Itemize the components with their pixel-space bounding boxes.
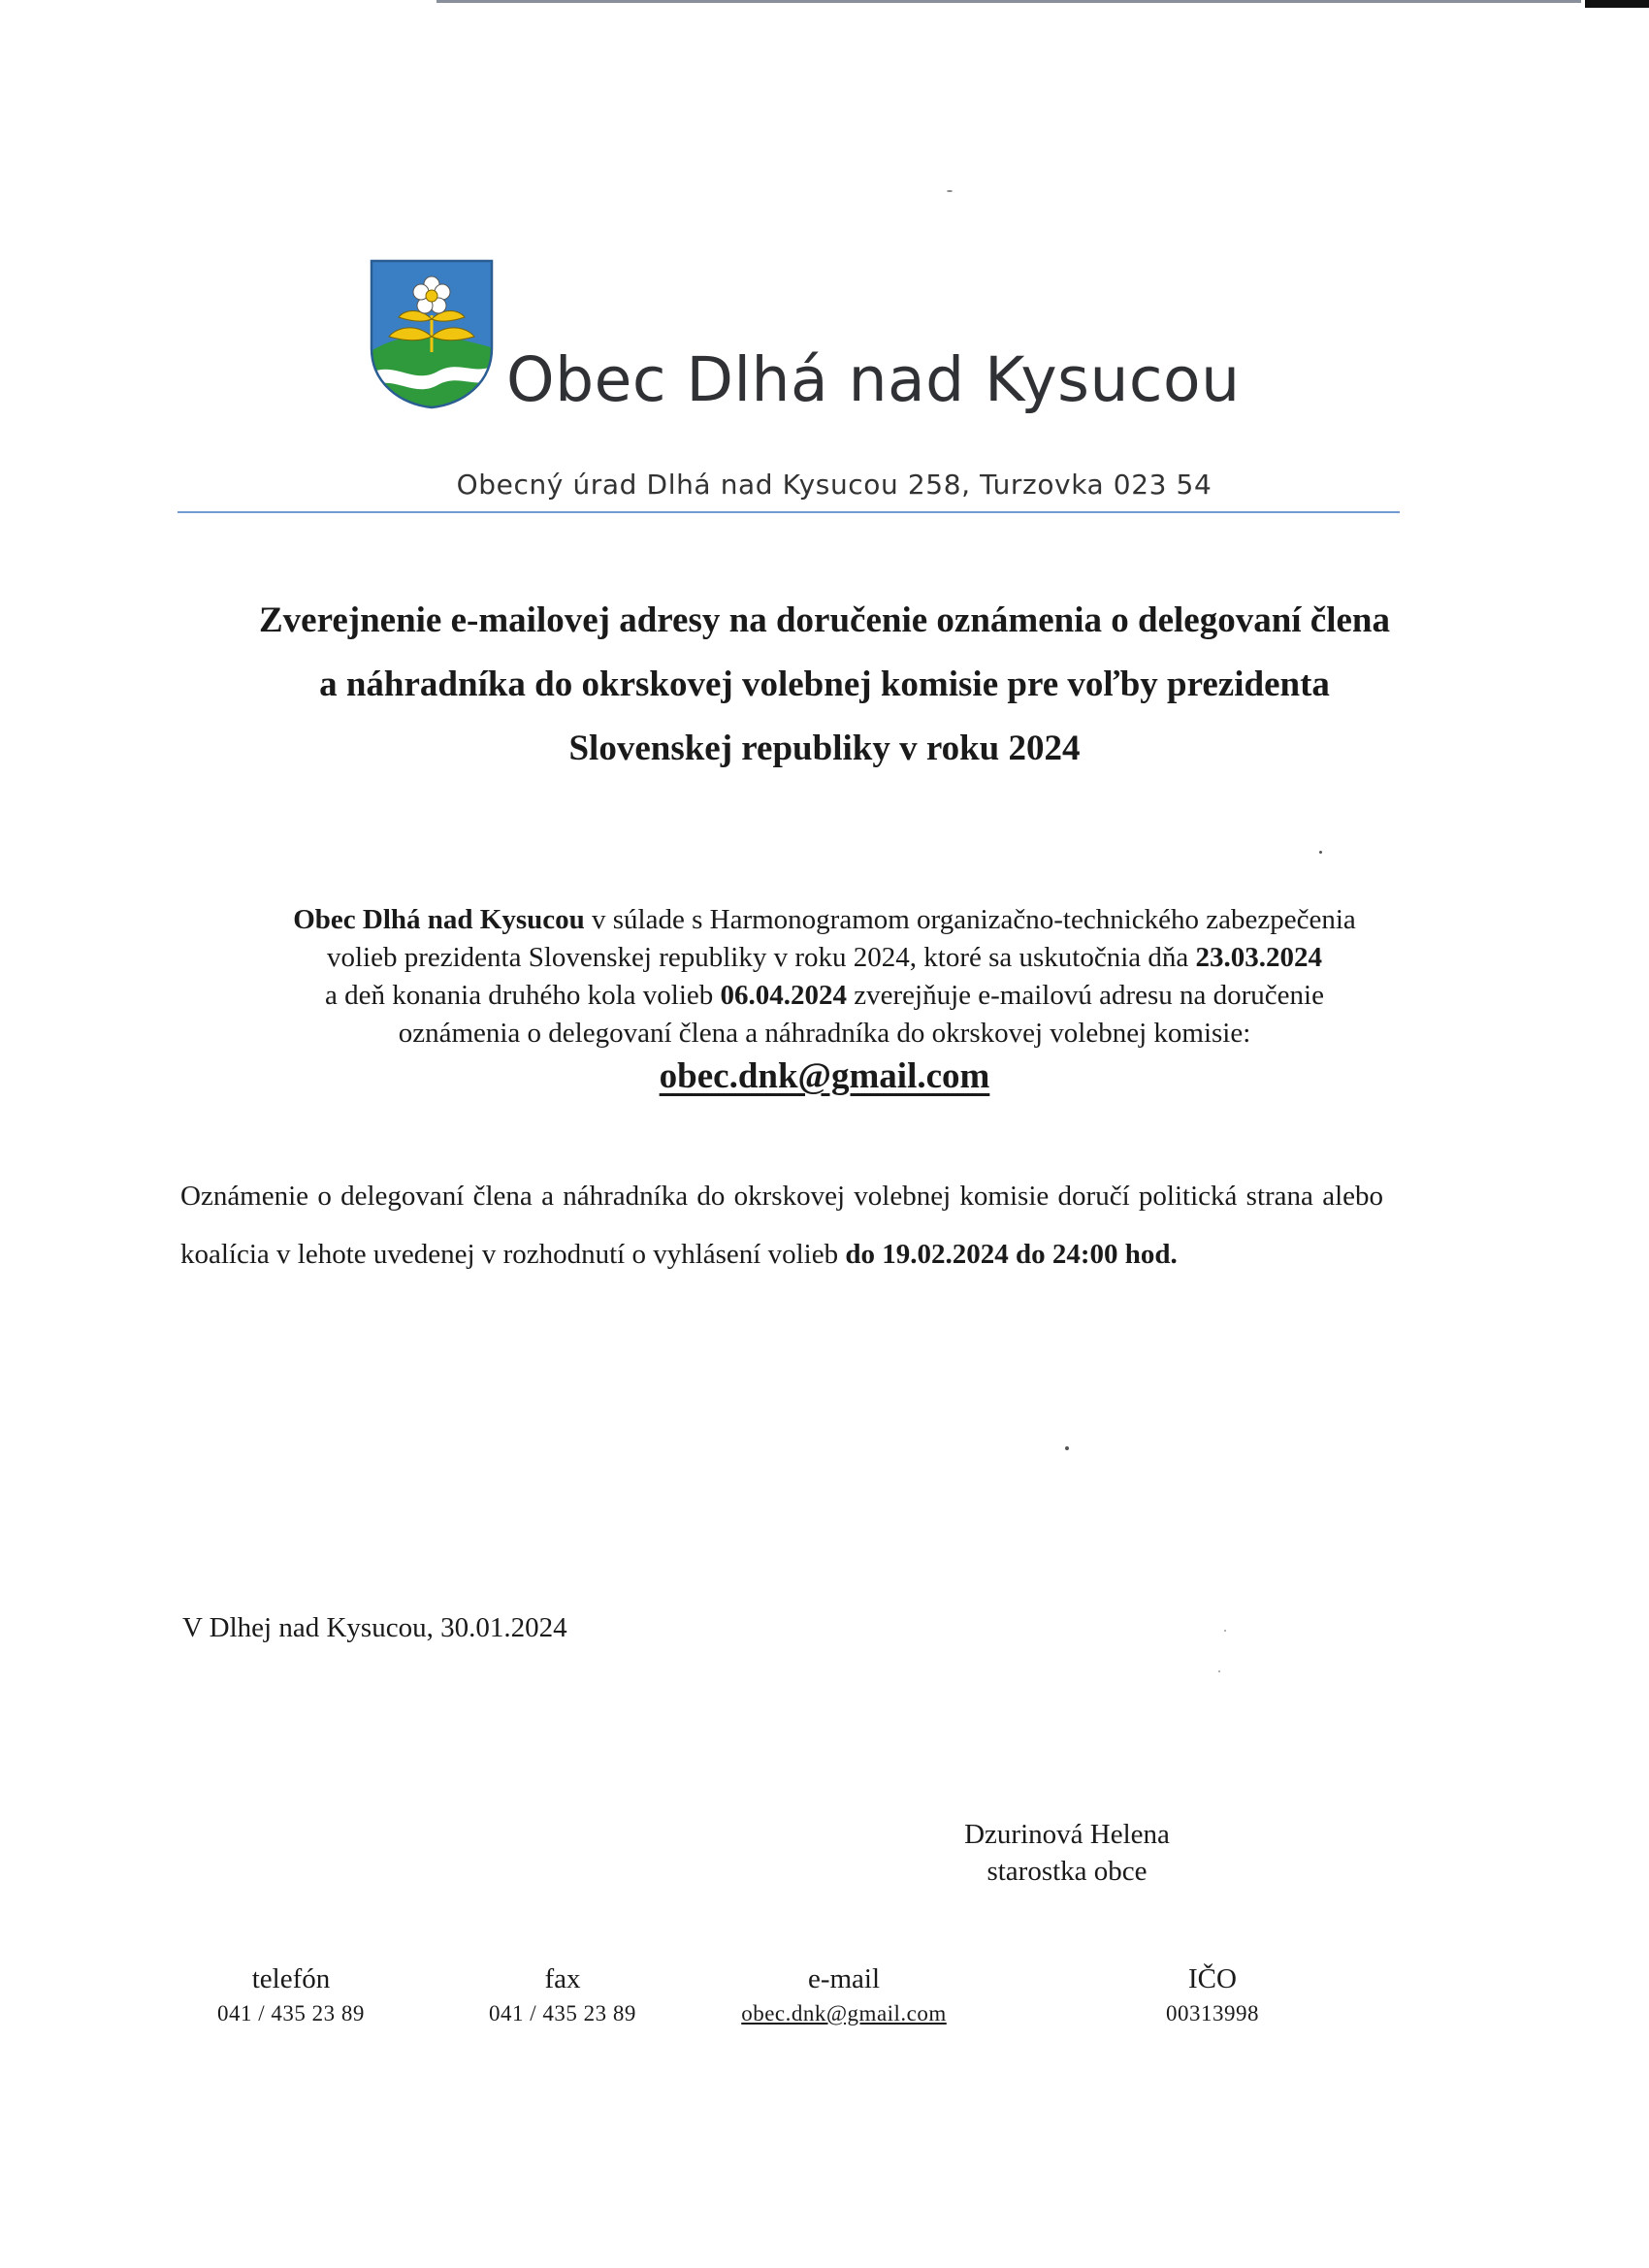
signatory-name: Dzurinová Helena bbox=[964, 1819, 1170, 1850]
footer-email bbox=[698, 1961, 989, 2031]
scan-corner-mark bbox=[1585, 0, 1649, 8]
body-line-2: volieb prezidenta Slovenskej republiky v roku 2024, ktoré sa uskutočnia dňa 23.03.2024 bbox=[326, 942, 1323, 973]
second-round-date: 06.04.2024 bbox=[720, 980, 848, 1011]
org-name: Obec Dlhá nad Kysucou bbox=[293, 904, 585, 935]
footer-fax bbox=[446, 1961, 679, 2031]
scan-speck bbox=[1218, 1670, 1220, 1672]
footer-ico bbox=[1096, 1961, 1329, 2031]
scan-speck bbox=[1065, 1446, 1069, 1450]
signatory-role: starostka obce bbox=[986, 1856, 1148, 1887]
heading-line-2: a náhradníka do okrskovej volebnej komisie pre voľby prezidenta bbox=[319, 664, 1330, 704]
heading-line-3: Slovenskej republiky v roku 2024 bbox=[568, 729, 1081, 768]
scan-speck bbox=[1319, 851, 1322, 854]
scan-speck bbox=[1224, 1630, 1226, 1632]
email-address-link[interactable]: obec.dnk@gmail.com bbox=[659, 1056, 990, 1096]
email-label: e-mail bbox=[807, 1963, 881, 1994]
deadline: do 19.02.2024 do 24:00 hod. bbox=[845, 1239, 1178, 1270]
first-round-date: 23.03.2024 bbox=[1195, 942, 1323, 973]
office-address: Obecný úrad Dlhá nad Kysucou 258, Turzovka 023 54 bbox=[456, 469, 1212, 501]
body-line-4: oznámenia o delegovaní člena a náhradníka do okrskovej volebnej komisie: bbox=[398, 1018, 1251, 1049]
place-and-date: V Dlhej nad Kysucou, 30.01.2024 bbox=[182, 1612, 567, 1643]
fax-label: fax bbox=[544, 1963, 581, 1994]
ico-value: 00313998 bbox=[1166, 2001, 1259, 2025]
footer-phone bbox=[175, 1961, 407, 2031]
body-line-1: Obec Dlhá nad Kysucou v súlade s Harmonogramom organizačno-technického zabezpečenia bbox=[293, 904, 1356, 935]
phone-label: telefón bbox=[251, 1963, 331, 1994]
footer-email-link[interactable]: obec.dnk@gmail.com bbox=[741, 2001, 947, 2025]
signature-block bbox=[922, 1816, 1212, 1890]
header-divider bbox=[178, 511, 1400, 513]
heading-line-1: Zverejnenie e-mailovej adresy na doručenie oznámenia o delegovaní člena bbox=[258, 600, 1391, 640]
scan-edge-line bbox=[436, 0, 1581, 3]
scan-speck bbox=[947, 190, 953, 192]
coat-of-arms-icon bbox=[370, 259, 494, 409]
notice-paragraph: Oznámenie o delegovaní člena a náhradníka do okrskovej volebnej komisie doručí politická strana alebo koalícia v lehote uvedenej v rozhodnutí o vyhlásení volieb do 19.02.2024 do 24:00 hod. bbox=[180, 1181, 1383, 1270]
phone-value: 041 / 435 23 89 bbox=[217, 2001, 365, 2025]
ico-label: IČO bbox=[1188, 1963, 1237, 1994]
fax-value: 041 / 435 23 89 bbox=[489, 2001, 636, 2025]
municipality-title: Obec Dlhá nad Kysucou bbox=[506, 344, 1241, 415]
body-line-3: a deň konania druhého kola volieb 06.04.2024 zverejňuje e-mailovú adresu na doručenie bbox=[325, 980, 1324, 1011]
